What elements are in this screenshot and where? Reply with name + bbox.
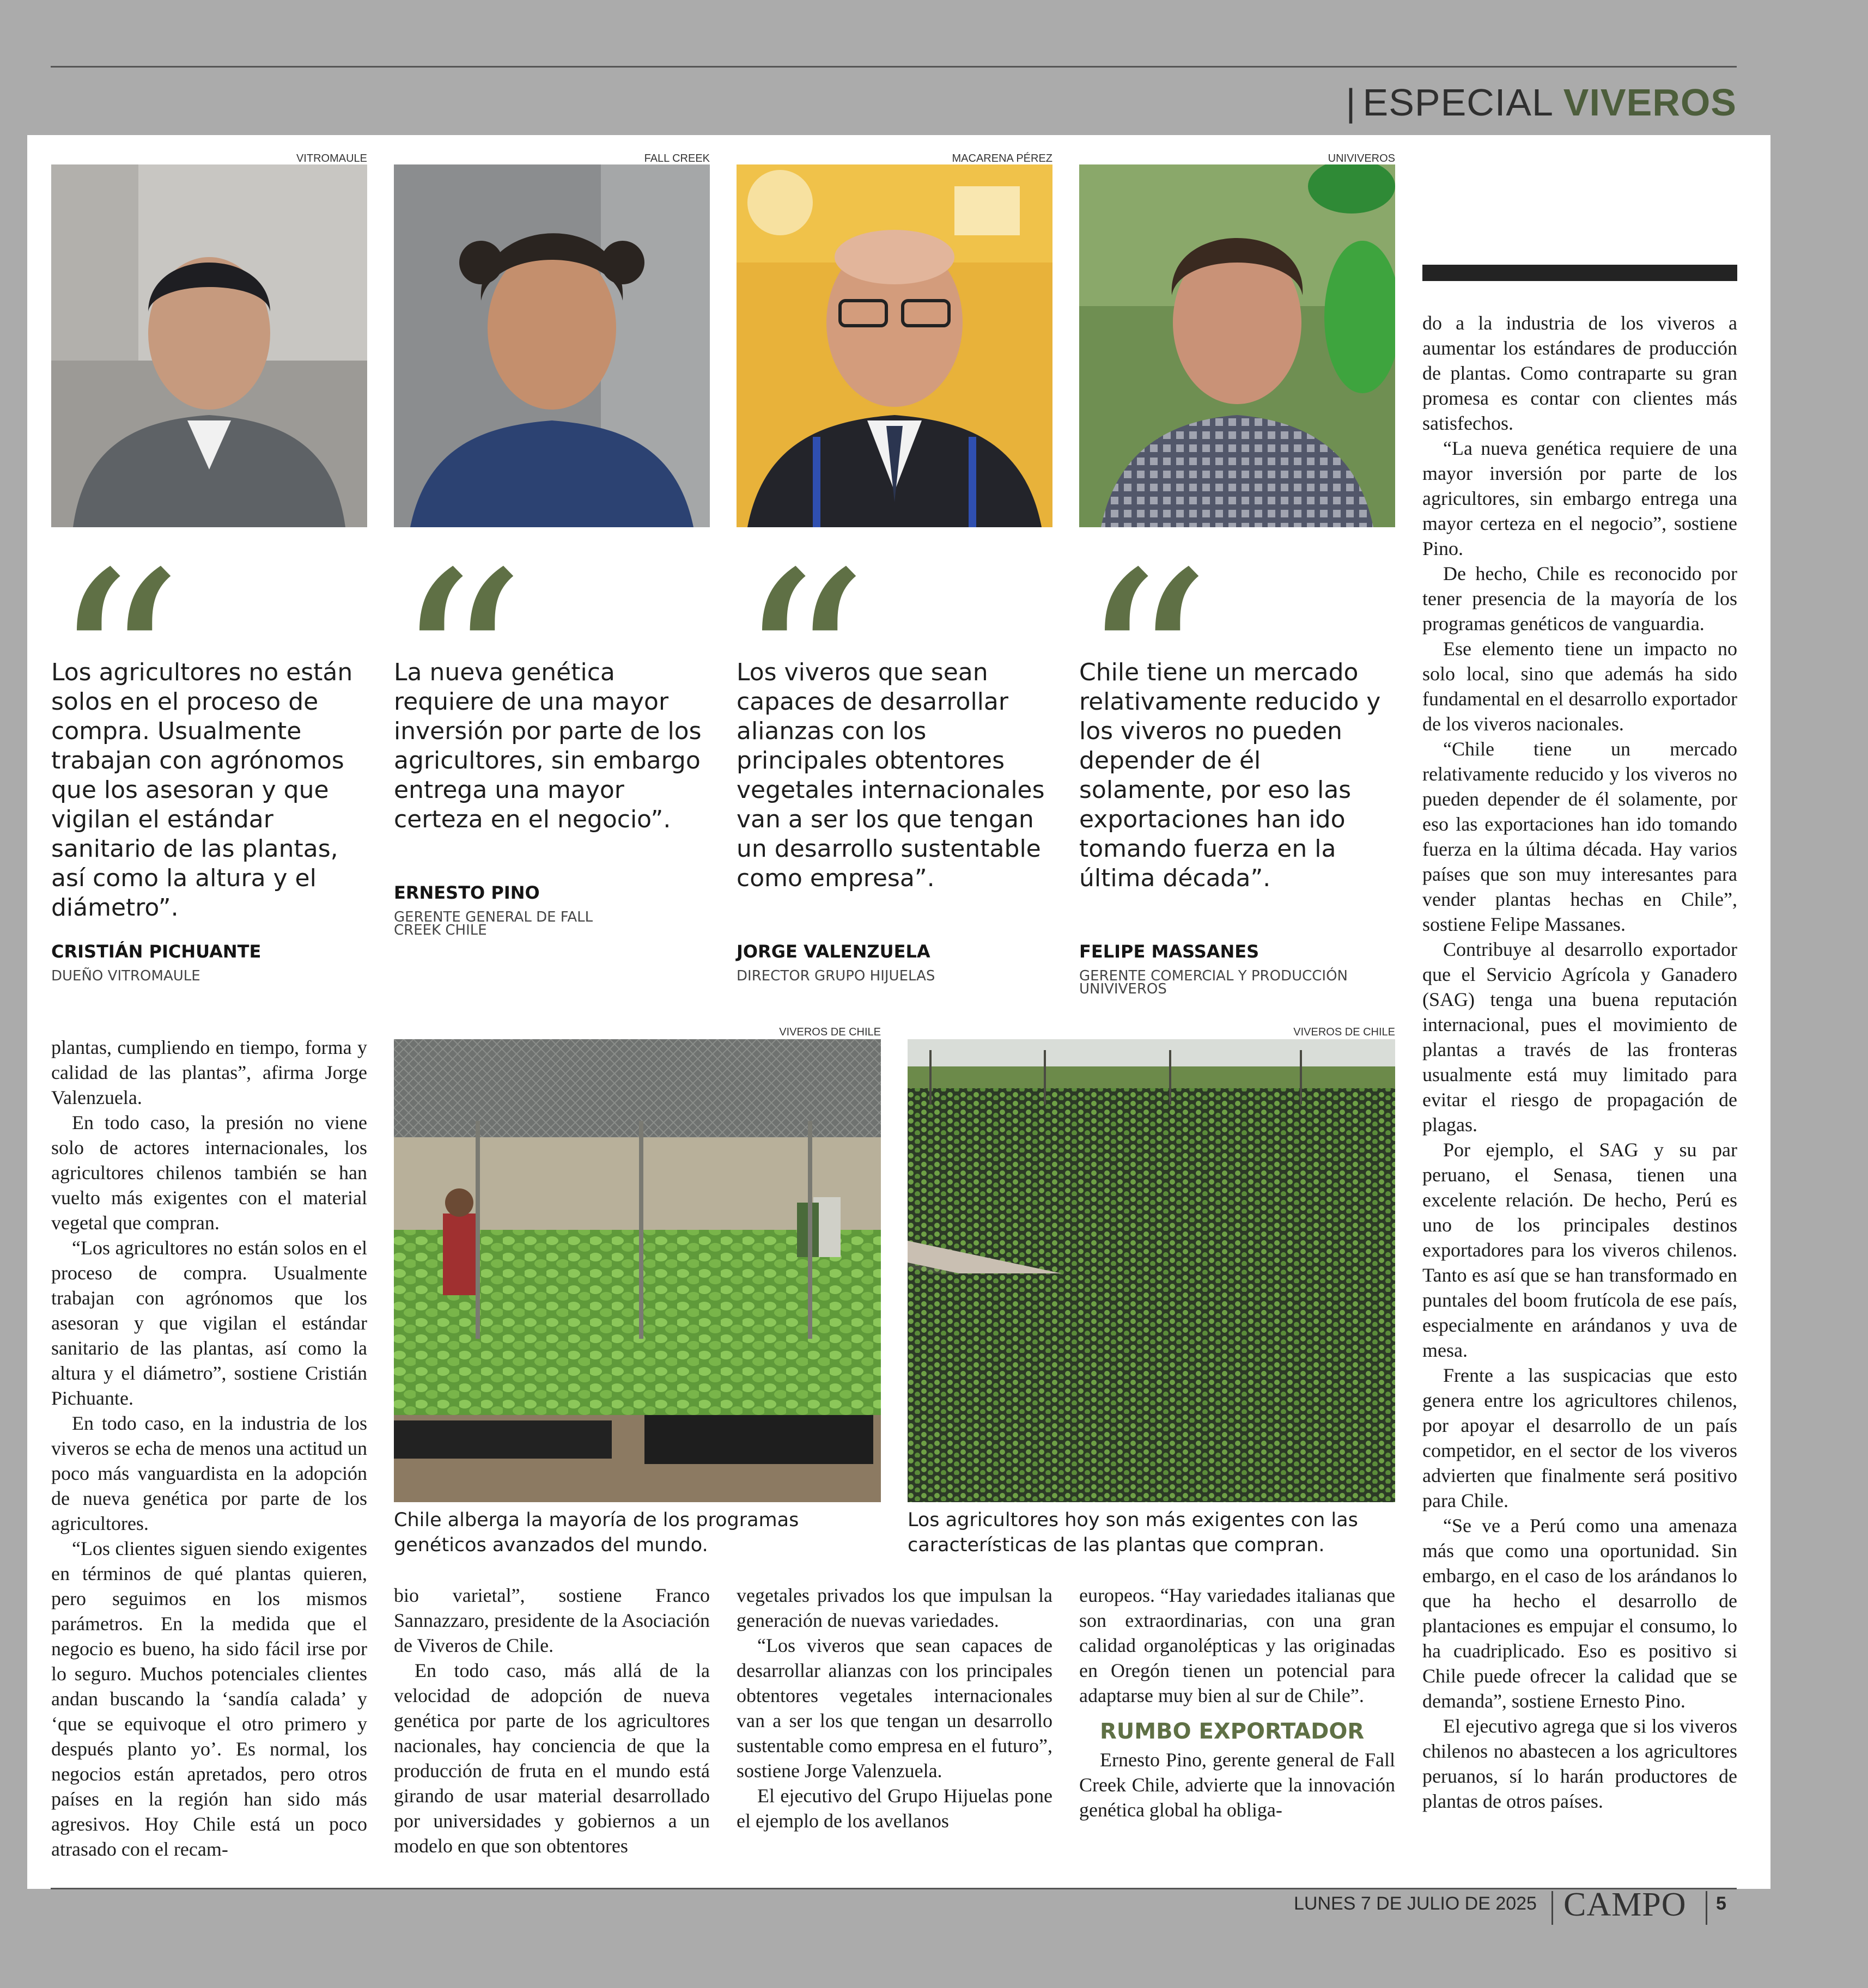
pull-quote: Los viveros que sean capaces de desarrollar alianzas con los principales obtentores vegetales internacionales van a ser los que tengan un desarrollo sustentable como empresa”. [737,658,1045,892]
paragraph: “Los viveros que sean capaces de desarrollar alianzas con los principales obtentores vegetales internacionales van a ser los que tengan un desarrollo sustentable como empresa en el futuro”, sostiene Jorge Valenzuela. [737,1635,1052,1782]
quote-author: ERNESTO PINO [394,882,540,903]
paragraph: Por ejemplo, el SAG y su par peruano, el Senasa, tienen una excelente relación. De hecho, Perú es uno de los principales destinos exportadores para los viveros chilenos. Tanto es así que se han transformado en puntales del boom frutícola de ese país, especialmente en arándanos y uva de mesa. [1422,1139,1737,1361]
column-top-bar [1422,265,1737,281]
article-column-3 [737,1583,1052,1833]
nursery-photo [394,1039,881,1502]
paragraph: Frente a las suspicacias que esto genera entre los agricultores chilenos, por apoyar el desarrollo de un país competidor, en el sector de los viveros advierten que finalmente será positivo para Chile. [1422,1364,1737,1511]
paragraph: Ese elemento tiene un impacto no solo local, sino que además ha sido fundamental en el desarrollo exportador de los viveros nacionales. [1422,638,1737,735]
nursery-photo [908,1039,1395,1502]
issue-date: LUNES 7 DE JULIO DE 2025 [1294,1893,1537,1914]
top-rule [51,66,1737,68]
paragraph: En todo caso, la presión no viene solo de actores internacionales, los agricultores chilenos también se han vuelto más exigentes con el material vegetal que compran. [51,1112,367,1234]
paragraph: “La nueva genética requiere de una mayor inversión por parte de los agricultores, sin embargo entrega una mayor certeza en el negocio”, sostiene Pino. [1422,437,1737,559]
article-column-2 [394,1583,710,1858]
quote-role: DUEÑO VITROMAULE [51,968,200,984]
quote-author: JORGE VALENZUELA [737,941,930,962]
section-header: | ESPECIAL VIVEROS [1346,81,1737,124]
bottom-rule [51,1888,1737,1889]
portrait-photo [51,164,367,527]
portrait-photo [737,164,1052,527]
subheading: RUMBO EXPORTADOR [1100,1719,1365,1744]
page-number: 5 [1716,1893,1726,1914]
pull-quote: Chile tiene un mercado relativamente reducido y los viveros no pueden depender de él solamente, por eso las exportaciones han ido tomando fuerza en la última década”. [1079,658,1381,892]
paragraph: En todo caso, en la industria de los viveros se echa de menos una actitud un poco más vanguardista en la adopción de nueva genética por parte de los agricultores. [51,1412,367,1534]
pull-quote: La nueva genética requiere de una mayor inversión por parte de los agricultores, sin embargo entrega una mayor certeza en el negocio”. [394,658,702,833]
portrait-photo [394,164,710,527]
paragraph: El ejecutivo del Grupo Hijuelas pone el ejemplo de los avellanos [737,1785,1052,1832]
paragraph: Contribuye al desarrollo exportador que el Servicio Agrícola y Ganadero (SAG) tenga una buena reputación internacional, pues el movimiento de plantas a través de las fronteras usualmente está muy limitado para evitar el riesgo de propagación de plagas. [1422,938,1737,1136]
quote-author: CRISTIÁN PICHUANTE [51,941,261,962]
photo-credit: MACARENA PÉREZ [952,153,1052,164]
paragraph: do a la industria de los viveros a aumentar los estándares de producción de plantas. Como contraparte su gran promesa es contar con clientes más satisfechos. [1422,312,1737,434]
photo-caption: Los agricultores hoy son más exigentes con las características de las plantas que compran. [908,1509,1358,1556]
paragraph: “Se ve a Perú como una amenaza más que como una oportunidad. Sin embargo, en el caso de los arándanos lo que ha hecho el desarrollo de plantaciones es empujar el consumo, lo ha cuadriplicado. Eso es positivo si Chile puede ofrecer la calidad que se demanda”, sostiene Ernesto Pino. [1422,1515,1737,1712]
quote-role: DIRECTOR GRUPO HIJUELAS [737,968,935,984]
photo-credit: VITROMAULE [296,153,367,164]
paragraph: El ejecutivo agrega que si los viveros chilenos no abastecen a los agricultores peruanos, sí lo harán productores de plantas de otros países. [1422,1715,1737,1812]
paragraph: vegetales privados los que impulsan la generación de nuevas variedades. [737,1584,1052,1631]
paragraph: “Chile tiene un mercado relativamente reducido y los viveros no pueden depender de él solamente, por eso las exportaciones han ido tomando fuerza en la última década. Hay varios países que son muy interesantes para vender plantas hechas en Chile”, sostiene Felipe Massanes. [1422,738,1737,935]
quote-mark-icon [50,539,214,664]
paragraph: De hecho, Chile es reconocido por tener presencia de la mayoría de los programas genéticos de vanguardia. [1422,563,1737,635]
paragraph: bio varietal”, sostiene Franco Sannazzaro, presidente de la Asociación de Viveros de Chile. [394,1584,710,1656]
quote-mark-icon [1078,539,1242,664]
photo-credit: VIVEROS DE CHILE [1293,1026,1395,1038]
footer-divider [1551,1891,1553,1925]
quote-author: FELIPE MASSANES [1079,941,1259,962]
quote-mark-icon [393,539,556,664]
portrait-photo [1079,164,1395,527]
photo-credit: FALL CREEK [644,153,710,164]
article-column-1 [51,1035,367,1862]
paragraph: Ernesto Pino, gerente general de Fall Creek Chile, advierte que la innovación genética global ha obliga- [1079,1749,1395,1821]
paragraph: “Los clientes siguen siendo exigentes en términos de qué plantas quieren, pero seguimos en los mismos parámetros. En la medida que el negocio es bueno, ha sido fácil irse por lo seguro. Muchos potenciales clientes andan buscando la ‘sandía calada’ y ‘que se equivoque el otro primero y después planto yo’. Es normal, los negocios están apretados, pero otros países en la región han sido más agresivos. Hoy Chile está un poco atrasado con el recam- [51,1538,367,1860]
paragraph: europeos. “Hay variedades italianas que son extraordinarias, con una gran calidad organolépticas y las originadas en Oregón tienen un potencial para adaptarse muy bien al sur de Chile”. [1079,1584,1395,1706]
quote-role: GERENTE GENERAL DE FALL CREEK CHILE [394,909,593,938]
pull-quote: Los agricultores no están solos en el proceso de compra. Usualmente trabajan con agrónomos que los asesoran y que vigilan el estándar sanitario de las plantas, así como la altura y el diámetro”. [51,658,353,922]
paragraph: plantas, cumpliendo en tiempo, forma y calidad de las plantas”, afirma Jorge Valenzuela. [51,1036,367,1108]
quote-mark-icon [735,539,899,664]
photo-credit: VIVEROS DE CHILE [779,1026,881,1038]
photo-caption: Chile alberga la mayoría de los programas genéticos avanzados del mundo. [394,1509,799,1556]
section-prefix: ESPECIAL [1362,81,1553,124]
section-name: VIVEROS [1563,81,1737,124]
photo-credit: UNIVIVEROS [1328,153,1395,164]
footer-divider [1706,1891,1707,1925]
paragraph: En todo caso, más allá de la velocidad de adopción de nueva genética por parte de los agricultores nacionales, hay conciencia de que la producción de fruta en el mundo está girando de usar material desarrollado por universidades y gobiernos a un modelo en que son obtentores [394,1660,710,1857]
publication-brand: CAMPO [1563,1886,1687,1923]
article-column-5 [1422,310,1737,1814]
paragraph: “Los agricultores no están solos en el proceso de compra. Usualmente trabajan con agrónomos que los asesoran y que vigilan el estándar sanitario de las plantas, así como la altura y el diámetro”, sostiene Cristián Pichuante. [51,1237,367,1409]
quote-role: GERENTE COMERCIAL Y PRODUCCIÓN UNIVIVEROS [1079,968,1348,997]
article-column-4 [1079,1583,1395,1822]
